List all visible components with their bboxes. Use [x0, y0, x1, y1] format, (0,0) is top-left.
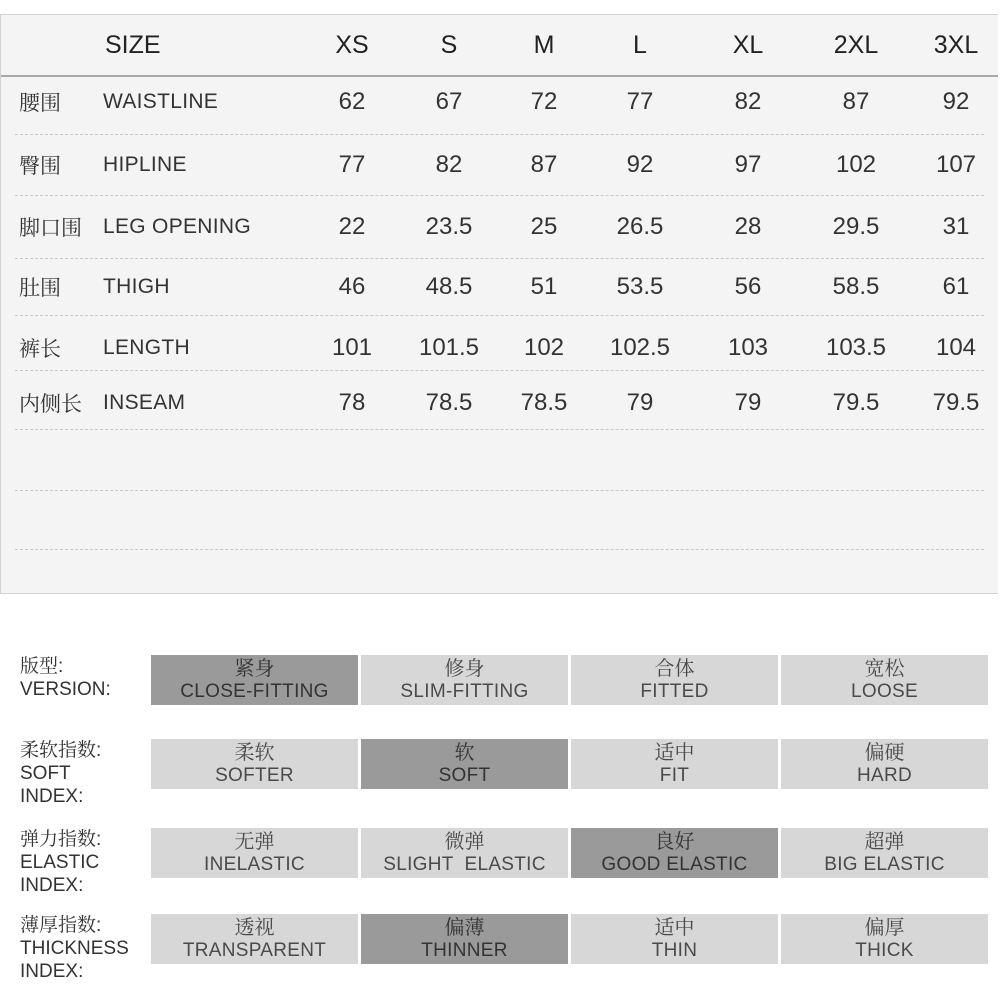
row-label-en: HIPLINE — [103, 153, 187, 176]
size-header-l: L — [633, 30, 647, 59]
index-option-slim-fitting — [361, 655, 568, 705]
option-label-en: SLIGHT ELASTIC — [383, 853, 546, 875]
table-cell: 28 — [734, 213, 762, 240]
table-row-hipline — [1, 136, 998, 194]
row-divider — [15, 195, 984, 196]
row-divider — [15, 370, 984, 371]
option-label-cn: 紧身 — [234, 657, 275, 680]
index-option-thinner — [361, 914, 568, 964]
table-cell: 102 — [835, 151, 877, 178]
index-label-cn: 柔软指数: — [20, 740, 102, 761]
option-label-cn: 适中 — [654, 741, 695, 764]
table-row-thigh — [1, 258, 998, 316]
index-label-en: SOFT — [20, 763, 71, 784]
index-label-en: THICKNESS — [20, 938, 129, 959]
row-label-en: INSEAM — [103, 391, 186, 414]
row-label-cn: 腰围 — [19, 92, 61, 115]
table-cell: 107 — [935, 151, 977, 178]
option-label-cn: 微弹 — [444, 830, 485, 853]
option-label-cn: 偏厚 — [864, 916, 905, 939]
size-header-3xl: 3XL — [933, 30, 979, 59]
table-cell: 29.5 — [832, 213, 880, 240]
table-row-length — [1, 319, 998, 377]
table-cell: 82 — [435, 151, 463, 178]
table-cell: 102 — [523, 334, 565, 361]
size-header-s: S — [440, 30, 458, 59]
table-cell: 79 — [734, 389, 762, 416]
option-label-en: CLOSE-FITTING — [180, 680, 329, 702]
row-divider — [15, 134, 984, 135]
row-label-cn: 肚围 — [19, 277, 61, 300]
table-cell: 77 — [626, 88, 654, 115]
row-label-en: WAISTLINE — [103, 90, 219, 113]
table-cell: 101.5 — [418, 334, 480, 361]
option-label-cn: 超弹 — [864, 830, 905, 853]
table-cell: 92 — [942, 88, 970, 115]
option-label-cn: 良好 — [654, 830, 695, 853]
row-label-cn: 脚口围 — [19, 217, 82, 240]
table-cell: 58.5 — [832, 273, 880, 300]
table-cell: 25 — [530, 213, 558, 240]
table-cell: 87 — [842, 88, 870, 115]
table-cell: 31 — [942, 213, 970, 240]
index-option-fitted — [571, 655, 778, 705]
index-option-transparent — [151, 914, 358, 964]
index-option-big-elastic — [781, 828, 988, 878]
table-cell: 46 — [338, 273, 366, 300]
index-label-en: VERSION: — [20, 679, 111, 700]
option-label-cn: 偏硬 — [864, 741, 905, 764]
index-option-fit — [571, 739, 778, 789]
table-cell: 79.5 — [932, 389, 980, 416]
option-label-cn: 修身 — [444, 657, 485, 680]
option-label-en: GOOD ELASTIC — [601, 853, 748, 875]
table-row-inseam — [1, 375, 998, 431]
index-option-thin — [571, 914, 778, 964]
table-cell: 48.5 — [425, 273, 473, 300]
index-option-hard — [781, 739, 988, 789]
index-label — [20, 828, 101, 897]
index-option-close-fitting — [151, 655, 358, 705]
row-label-en: LENGTH — [103, 336, 190, 359]
option-label-en: HARD — [856, 764, 913, 786]
table-cell: 103.5 — [825, 334, 887, 361]
option-label-en: THINNER — [421, 939, 508, 961]
table-cell: 61 — [942, 273, 970, 300]
index-option-good-elastic — [571, 828, 778, 878]
option-label-en: SLIM-FITTING — [400, 680, 529, 702]
table-row-waistline — [1, 73, 998, 131]
option-label-en: THIN — [651, 939, 698, 961]
index-label-en: ELASTIC — [20, 852, 100, 873]
option-label-en: FITTED — [640, 680, 709, 702]
table-cell: 97 — [734, 151, 762, 178]
option-label-cn: 柔软 — [234, 741, 275, 764]
table-cell: 78 — [338, 389, 366, 416]
index-label-en: INDEX: — [20, 786, 84, 807]
table-cell: 101 — [331, 334, 373, 361]
size-header-m: M — [533, 30, 555, 59]
index-option-soft — [361, 739, 568, 789]
index-label-en: INDEX: — [20, 961, 84, 982]
option-label-cn: 合体 — [654, 657, 695, 680]
table-cell: 72 — [530, 88, 558, 115]
index-option-loose — [781, 655, 988, 705]
index-label-cn: 薄厚指数: — [20, 915, 102, 936]
index-label — [20, 739, 101, 808]
index-label — [20, 655, 111, 701]
option-label-cn: 偏薄 — [444, 916, 485, 939]
row-divider — [15, 490, 984, 491]
option-label-cn: 宽松 — [864, 657, 905, 680]
table-row-leg-opening — [1, 198, 998, 256]
option-label-en: THICK — [855, 939, 914, 961]
row-label-en: THIGH — [103, 275, 170, 298]
table-cell: 82 — [734, 88, 762, 115]
index-label-cn: 弹力指数: — [20, 829, 102, 850]
index-label-en: INDEX: — [20, 875, 84, 896]
row-label-cn: 内侧长 — [19, 393, 82, 416]
table-cell: 79.5 — [832, 389, 880, 416]
table-cell: 92 — [626, 151, 654, 178]
index-label — [20, 914, 129, 983]
index-row-elastic — [0, 828, 1000, 908]
table-cell: 56 — [734, 273, 762, 300]
row-label-cn: 裤长 — [19, 338, 61, 361]
option-label-en: FIT — [659, 764, 690, 786]
index-option-slight-elastic — [361, 828, 568, 878]
option-label-en: SOFTER — [215, 764, 294, 786]
option-label-en: INELASTIC — [204, 853, 305, 875]
row-divider — [15, 549, 984, 550]
option-label-cn: 无弹 — [234, 830, 275, 853]
table-cell: 23.5 — [425, 213, 473, 240]
table-cell: 62 — [338, 88, 366, 115]
option-label-en: LOOSE — [851, 680, 918, 702]
table-cell: 103 — [727, 334, 769, 361]
option-label-cn: 适中 — [654, 916, 695, 939]
table-cell: 77 — [338, 151, 366, 178]
table-cell: 79 — [626, 389, 654, 416]
index-label-cn: 版型: — [20, 656, 64, 677]
table-cell: 67 — [435, 88, 463, 115]
table-cell: 53.5 — [616, 273, 664, 300]
size-header-xs: XS — [335, 30, 369, 59]
table-cell: 87 — [530, 151, 558, 178]
index-row-version — [0, 655, 1000, 735]
table-cell: 104 — [935, 334, 977, 361]
option-label-en: TRANSPARENT — [182, 939, 327, 961]
size-header-xl: XL — [732, 30, 764, 59]
row-divider — [15, 315, 984, 316]
row-divider — [15, 429, 984, 430]
size-header-row — [1, 15, 998, 77]
index-option-thick — [781, 914, 988, 964]
option-label-en: BIG ELASTIC — [824, 853, 945, 875]
table-cell: 26.5 — [616, 213, 664, 240]
table-cell: 51 — [530, 273, 558, 300]
index-option-inelastic — [151, 828, 358, 878]
index-row-soft — [0, 739, 1000, 819]
option-label-cn: 软 — [454, 741, 475, 764]
size-header-title: SIZE — [105, 30, 161, 59]
row-label-cn: 臀围 — [19, 155, 61, 178]
table-cell: 22 — [338, 213, 366, 240]
table-cell: 102.5 — [609, 334, 671, 361]
size-chart-panel — [0, 14, 998, 594]
index-option-softer — [151, 739, 358, 789]
option-label-cn: 透视 — [234, 916, 275, 939]
option-label-en: SOFT — [438, 764, 491, 786]
table-cell: 78.5 — [425, 389, 473, 416]
size-header-2xl: 2XL — [833, 30, 879, 59]
table-cell: 78.5 — [520, 389, 568, 416]
row-label-en: LEG OPENING — [103, 215, 252, 238]
index-row-thickness — [0, 914, 1000, 994]
